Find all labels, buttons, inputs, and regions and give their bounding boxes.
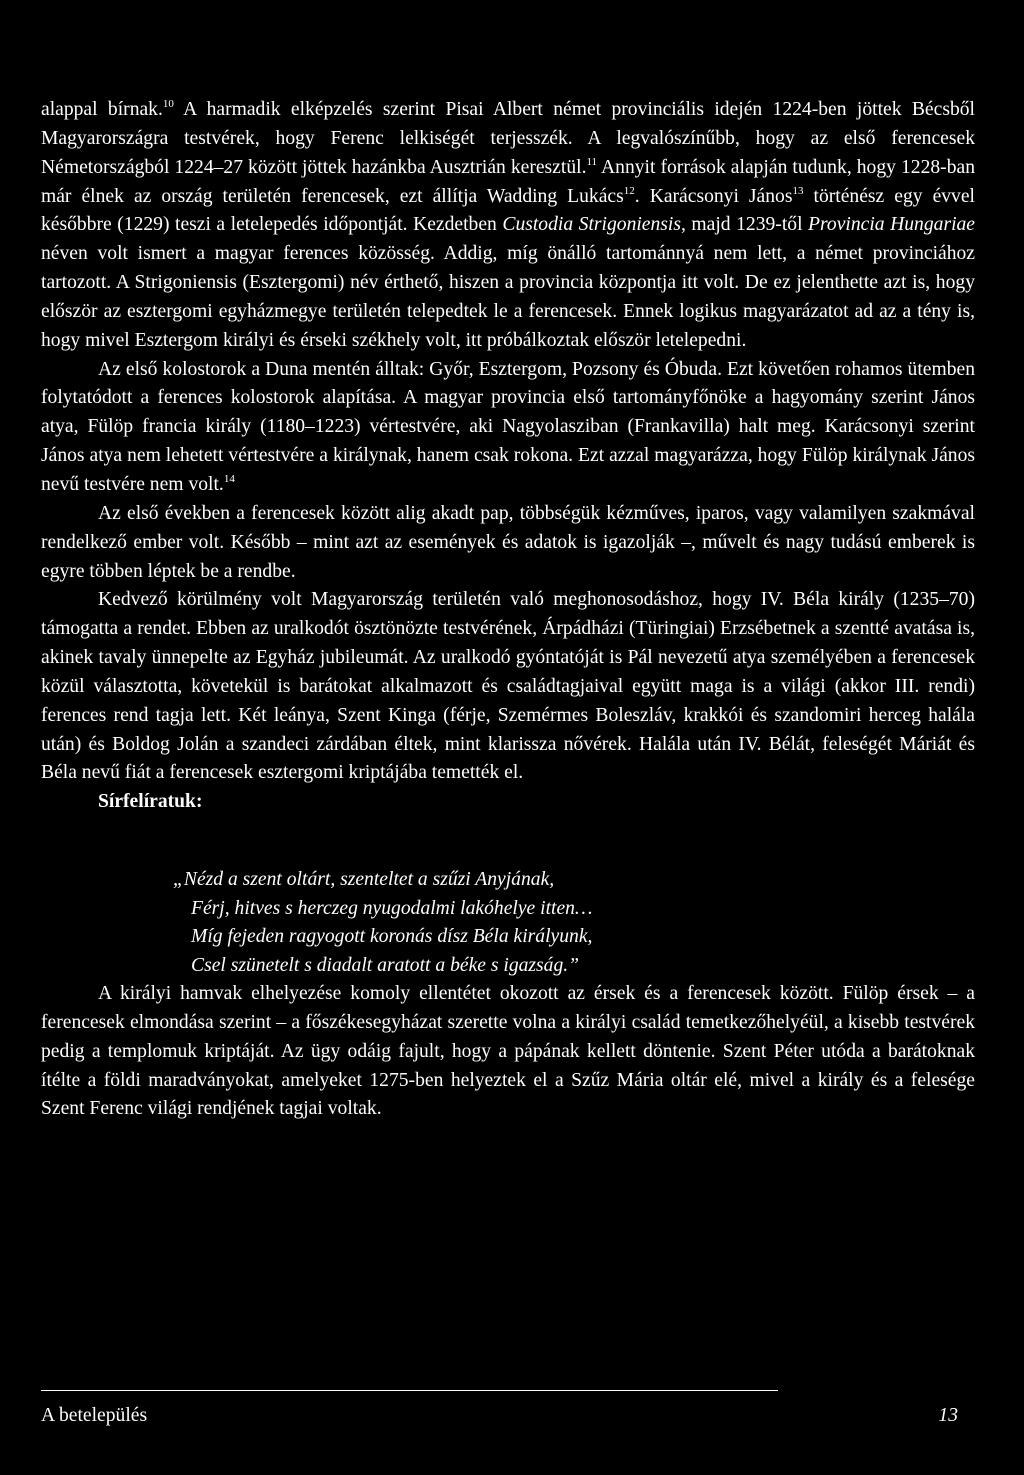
body-paragraph xyxy=(41,586,975,788)
text-run: Az első kolostorok a Duna mentén álltak: Győr, Esztergom, Pozsony és Óbuda. Ezt követően rohamos ütemben folytatódott a ferences kolostorok alapítása. A magyar provincia első tartományfőnöke a hagyomány szerint János atya, Fülöp francia király (1180–1223) vértestvére, aki Nagyolasziban (Frankavilla) halt meg. Karácsonyi szerint János atya nem lehetett vértestvére a királynak, hanem csak rokona. Ezt azzal magyarázza, hogy Fülöp királynak János nevű testvére nem volt. xyxy=(41,358,975,495)
footnote-marker: 12 xyxy=(623,184,635,197)
poem-line: Míg fejeden ragyogott koronás dísz Béla királyunk, xyxy=(191,926,593,948)
text-run: Annyit források alapján tudunk, hogy 1228-ban már élnek az ország területén ferencesek, ezt állítja Wadding Lukács xyxy=(41,156,975,207)
text-run: A harmadik elképzelés szerint Pisai Albert német provinciális idején 1224-ben jöttek Bécsből Magyarországra testvérek, hogy Ferenc lelkiségét terjesszék. A legvalószínűbb, hogy az első ferencesek Németországból 1224–27 között jöttek hazánkba Ausztrián keresztül. xyxy=(41,99,975,178)
text-run: történész egy évvel későbbre (1229) teszi a letelepedés időpontját. Kezdetben xyxy=(41,185,975,236)
text-run: Az első években a ferencesek között alig akadt pap, többségük kézműves, iparos, vagy valamilyen szakmával rendelkező ember volt. Később – mint azt az események és adatok is igazolják –, művelt és nagy tudású emberek is egyre többen léptek be a rendbe. xyxy=(41,502,975,582)
page-body xyxy=(41,96,975,1124)
poem-line: Csel szünetelt s diadalt aratott a béke s igazság.” xyxy=(191,954,580,976)
text-run: , majd 1239-től xyxy=(681,214,809,236)
footnote-marker: 11 xyxy=(586,155,598,168)
body-paragraph xyxy=(41,500,975,587)
footnote-marker: 10 xyxy=(162,98,174,110)
page-footer xyxy=(41,1402,958,1430)
italic-term: Custodia Strigoniensis xyxy=(502,214,681,236)
text-run: alappal bírnak. xyxy=(41,99,163,120)
italic-term: Provincia Hungariae xyxy=(808,214,976,236)
epitaph-poem xyxy=(173,866,975,980)
body-paragraphs xyxy=(41,96,975,788)
poem-line: Férj, hitves s herczeg nyugodalmi lakóhelye itten… xyxy=(191,897,593,919)
footnote-marker: 13 xyxy=(792,184,804,197)
footer-chapter-title: A betelepülés xyxy=(41,1405,148,1426)
body-paragraph xyxy=(41,356,975,500)
epitaph-heading: Sírfelíratuk: xyxy=(98,791,203,813)
footnote-marker: 14 xyxy=(223,472,235,485)
page-number: 13 xyxy=(938,1405,958,1426)
closing-paragraph: A királyi hamvak elhelyezése komoly ellentétet okozott az érsek és a ferencesek között. Fülöp érsek – a ferencesek elmondása szerint – a főszékesegyházat szerette volna a királyi család temetkezőhelyéül, a kisebb testvérek pedig a templomuk kriptáját. Az ügy odáig fajult, hogy a pápának kellett döntenie. Szent Péter utóda a barátoknak ítélte a földi maradványokat, amelyeket 1275-ben helyeztek el a Szűz Mária oltár elé, mivel a király és a felesége Szent Ferenc világi rendjének tagjai voltak. xyxy=(41,983,975,1120)
text-run: . Karácsonyi János xyxy=(634,185,793,207)
text-run: Kedvező körülmény volt Magyarország területén való meghonosodáshoz, hogy IV. Béla király (1235–70) támogatta a rendet. Ebben az uralkodót ösztönözte testvérének, Árpádházi (Türingiai) Erzsébetnek a szentté avatása is, akinek tavaly ünnepelte az Egyház jubileumát. Az uralkodó gyóntatóját is Pál nevezetű atya személyében a ferencesek közül választotta, követekül is barátokat alkalmazott és családtagjaival együtt maga is a világi (akkor III. rendi) ferences rend tagja lett. Két leánya, Szent Kinga (férje, Szemérmes Boleszláv, krakkói és szandomiri herceg halála után) és Boldog Jolán a szandeci zárdában éltek, mint klarissza nővérek. Halála után IV. Bélát, feleségét Máriát és Béla nevű fiát a ferencesek esztergomi kriptájába temették el. xyxy=(41,589,975,784)
text-run: néven volt ismert a magyar ferences közösség. Addig, míg önálló tartománnyá nem lett, a német provinciához tartozott. A Strigoniensis (Esztergomi) név érthető, hiszen a provincia központja itt volt. De ez jelenthette azt is, hogy először az esztergomi egyházmegye területén telepedtek le a ferencesek. Ennek logikus magyarázatot ad az a tény is, hogy mivel Esztergom királyi és érseki székhely volt, itt próbálkoztak először letelepedni. xyxy=(41,243,975,351)
footer-rule xyxy=(41,1390,778,1391)
body-paragraph xyxy=(41,96,975,356)
poem-line: „Nézd a szent oltárt, szenteltet a szűzi Anyjának, xyxy=(173,869,555,891)
